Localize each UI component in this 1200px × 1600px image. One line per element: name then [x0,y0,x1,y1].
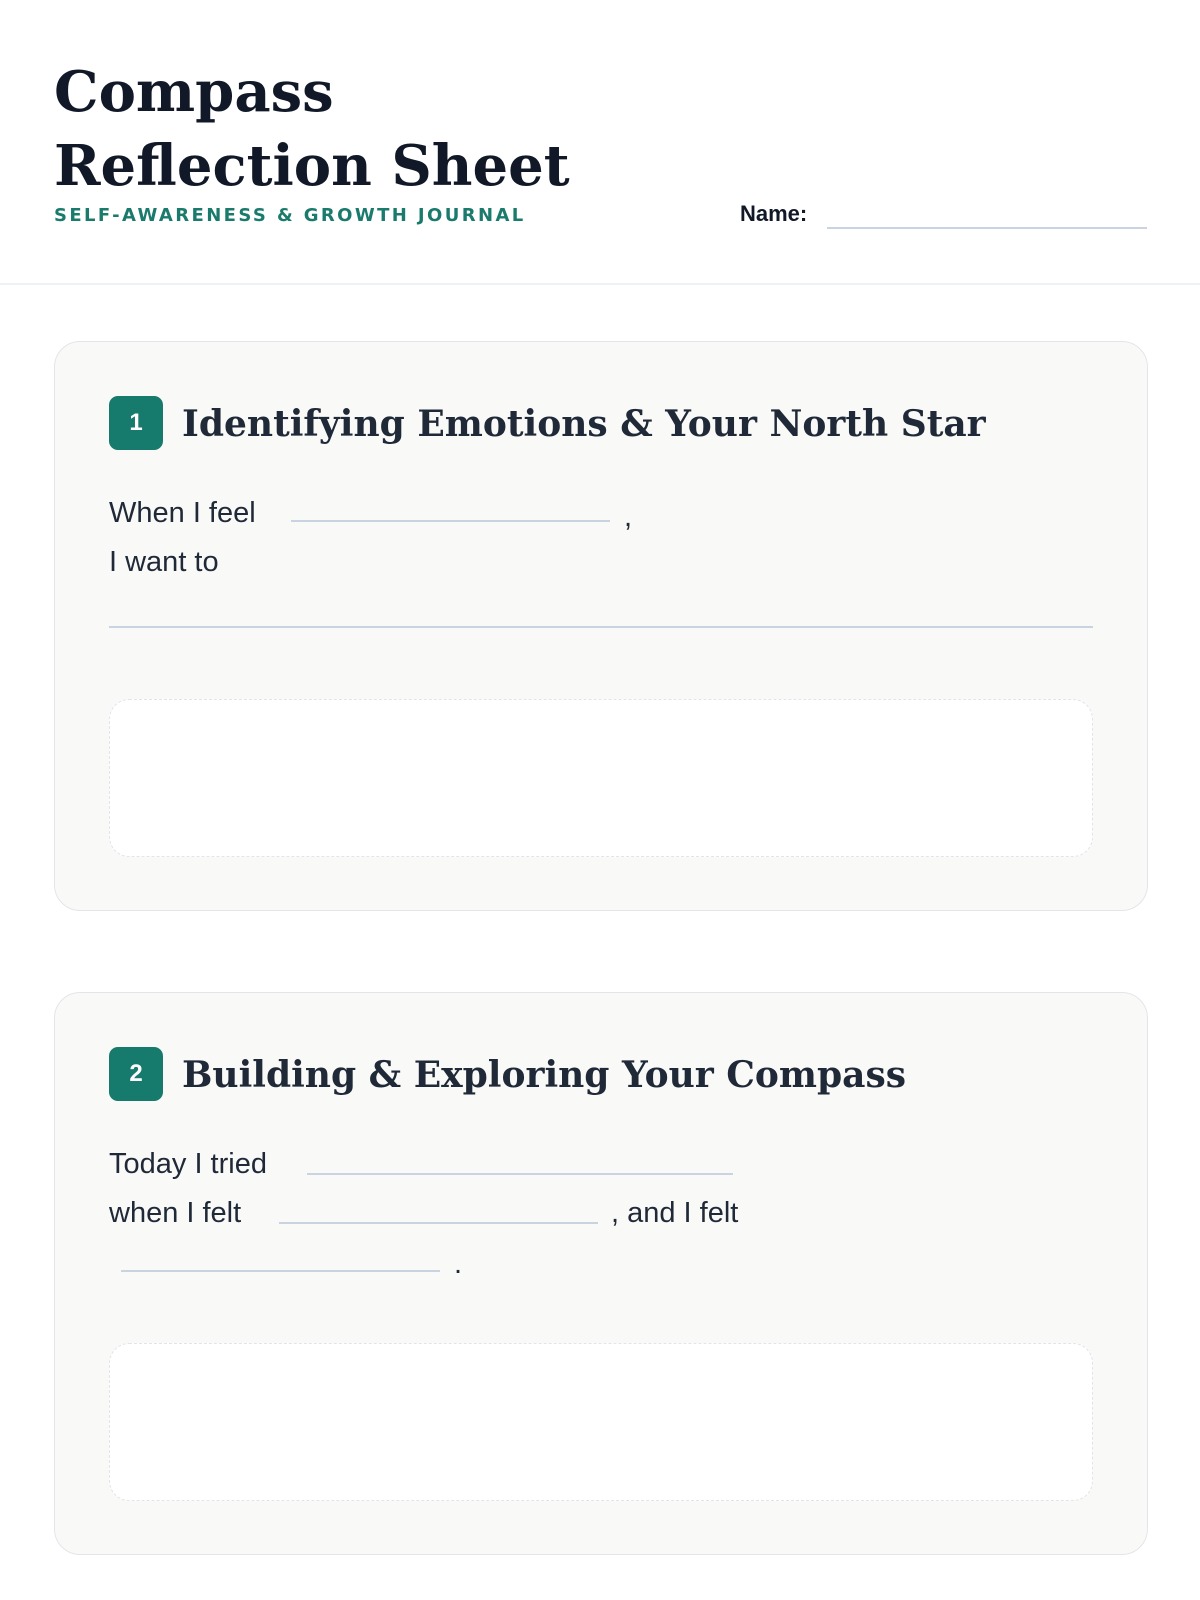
prompt-and-i-felt: , and I felt [611,1197,739,1229]
page-title: Compass Reflection Sheet [54,59,570,199]
tried-blank[interactable] [307,1173,733,1175]
name-label: Name: [740,201,808,226]
prompt-period: . [454,1248,463,1280]
section-title: Building & Exploring Your Compass [182,1054,907,1096]
felt-after-blank[interactable] [121,1270,440,1272]
prompt-when-i-felt: when I felt [109,1197,242,1229]
prompt-today-i-tried: Today I tried [109,1148,267,1180]
section-identifying-emotions [54,341,1148,911]
prompt-i-want-to: I want to [109,546,219,578]
prompt-comma: , [624,501,633,533]
worksheet-header [0,0,1200,285]
name-field[interactable] [827,227,1147,229]
felt-before-blank[interactable] [279,1222,598,1224]
want-to-blank[interactable] [109,626,1093,628]
section-title: Identifying Emotions & Your North Star [182,403,986,445]
prompt-when-i-feel: When I feel [109,497,256,529]
section-number-badge: 2 [109,1047,163,1101]
reflection-answer-box[interactable] [109,699,1093,857]
section-number-badge: 1 [109,396,163,450]
reflection-answer-box[interactable] [109,1343,1093,1501]
section-building-compass [54,992,1148,1555]
page-subtitle: SELF-AWARENESS & GROWTH JOURNAL [54,205,526,226]
feeling-blank[interactable] [291,520,610,522]
